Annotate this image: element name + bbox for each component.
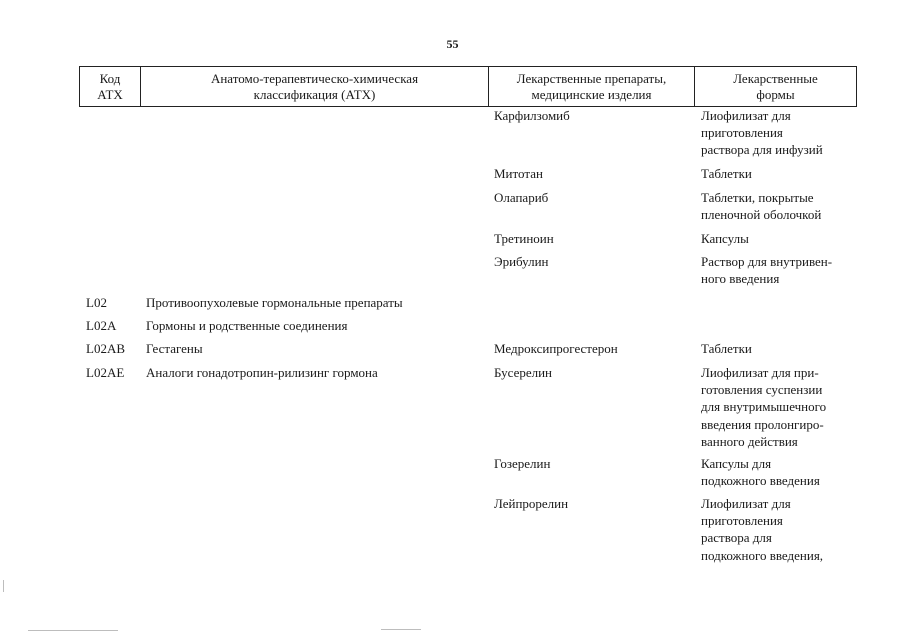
- drug-name: Бусерелин: [494, 365, 553, 380]
- header-classification: Анатомо-терапевтическо-химическая классификация (АТХ): [141, 67, 489, 106]
- atc-code: L02: [86, 295, 107, 310]
- atc-code: L02AB: [86, 341, 125, 356]
- header-code: Код АТХ: [80, 67, 141, 106]
- atc-classification: Гестагены: [146, 341, 203, 356]
- atc-classification: Гормоны и родственные соединения: [146, 318, 348, 333]
- scan-artifact: [381, 629, 421, 630]
- dosage-form: Лиофилизат для приготовления раствора для инфузий: [701, 108, 823, 158]
- drug-name: Карфилзомиб: [494, 108, 570, 123]
- drug-name: Гозерелин: [494, 456, 551, 471]
- drug-name: Эрибулин: [494, 254, 549, 269]
- atc-code: L02AE: [86, 365, 125, 380]
- atc-code: L02A: [86, 318, 117, 333]
- scan-artifact: [3, 580, 4, 592]
- dosage-form: Лиофилизат для приготовления раствора для подкожного введения,: [701, 496, 824, 563]
- dosage-form: Таблетки, покрытые пленочной оболочкой: [701, 190, 822, 223]
- drug-name: Третиноин: [494, 231, 554, 246]
- dosage-form: Таблетки: [701, 341, 752, 356]
- drug-name: Медроксипрогестерон: [494, 341, 618, 356]
- dosage-form: Лиофилизат для при- готовления суспензии для внутримышечного введения пролонгиро- ванного действия: [701, 365, 827, 449]
- atc-classification: Аналоги гонадотропин-рилизинг гормона: [146, 365, 378, 380]
- dosage-form: Таблетки: [701, 166, 752, 181]
- dosage-form: Капсулы: [701, 231, 749, 246]
- drug-name: Олапариб: [494, 190, 549, 205]
- drug-name: Лейпрорелин: [494, 496, 569, 511]
- table-header: [79, 66, 857, 107]
- dosage-form: Капсулы для подкожного введения: [701, 456, 820, 489]
- atc-classification: Противоопухолевые гормональные препараты: [146, 295, 403, 310]
- header-forms: Лекарственные формы: [733, 70, 818, 102]
- page-number: 55: [446, 37, 459, 51]
- dosage-form: Раствор для внутривен- ного введения: [701, 254, 833, 287]
- scan-artifact: [28, 630, 118, 631]
- header-drugs: Лекарственные препараты, медицинские изделия: [489, 67, 695, 106]
- drug-name: Митотан: [494, 166, 543, 181]
